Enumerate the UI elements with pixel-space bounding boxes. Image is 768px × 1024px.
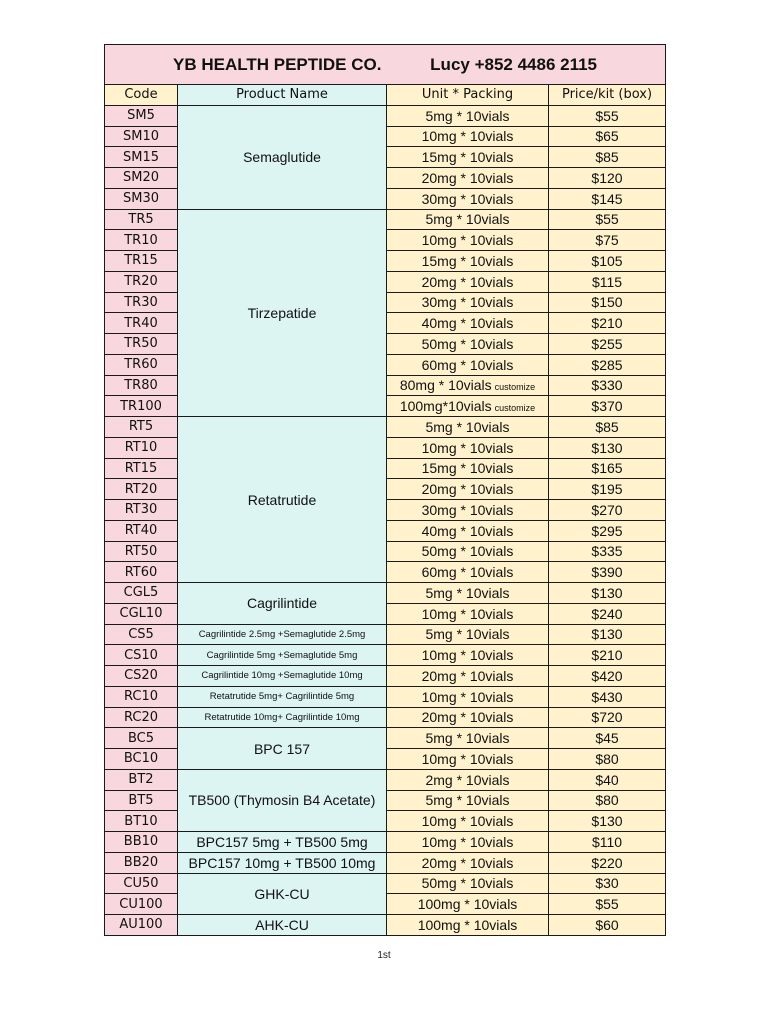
unit-packing — [387, 790, 549, 811]
unit-packing-text: 5mg * 10vials — [425, 107, 510, 124]
product-code: RC20 — [105, 707, 178, 728]
price: $420 — [549, 666, 666, 687]
table-row — [105, 417, 666, 438]
product-name: Retatrutide 10mg+ Cagrilintide 10mg — [178, 707, 387, 728]
price: $30 — [549, 873, 666, 894]
price: $210 — [549, 313, 666, 334]
product-code: BT2 — [105, 769, 178, 790]
unit-packing — [387, 396, 549, 417]
table-row — [105, 852, 666, 873]
product-code: AU100 — [105, 915, 178, 936]
column-header-price: Price/kit (box) — [549, 85, 666, 106]
unit-packing — [387, 147, 549, 168]
table-row — [105, 209, 666, 230]
unit-packing — [387, 603, 549, 624]
unit-packing — [387, 852, 549, 873]
table-row — [105, 769, 666, 790]
price: $130 — [549, 624, 666, 645]
price: $390 — [549, 562, 666, 583]
product-code: RT15 — [105, 458, 178, 479]
product-code: RC10 — [105, 686, 178, 707]
unit-packing — [387, 707, 549, 728]
product-code: BT10 — [105, 811, 178, 832]
price: $130 — [549, 811, 666, 832]
unit-packing — [387, 832, 549, 853]
unit-packing-text: 5mg * 10vials — [425, 792, 510, 809]
price: $80 — [549, 790, 666, 811]
unit-packing — [387, 251, 549, 272]
unit-packing — [387, 520, 549, 541]
price: $85 — [549, 147, 666, 168]
price: $285 — [549, 354, 666, 375]
unit-packing — [387, 375, 549, 396]
product-code: BC10 — [105, 749, 178, 770]
price: $45 — [549, 728, 666, 749]
price: $65 — [549, 126, 666, 147]
product-code: SM5 — [105, 105, 178, 126]
column-header-unit: Unit * Packing — [387, 85, 549, 106]
product-code: SM10 — [105, 126, 178, 147]
column-header-product: Product Name — [178, 85, 387, 106]
product-name: BPC157 10mg + TB500 10mg — [178, 852, 387, 873]
product-code: RT30 — [105, 500, 178, 521]
unit-packing-text: 15mg * 10vials — [421, 460, 514, 477]
unit-packing — [387, 188, 549, 209]
price: $145 — [549, 188, 666, 209]
table-row — [105, 686, 666, 707]
unit-packing — [387, 271, 549, 292]
price: $430 — [549, 686, 666, 707]
unit-packing-text: 30mg * 10vials — [421, 501, 514, 518]
unit-packing — [387, 417, 549, 438]
product-code: RT60 — [105, 562, 178, 583]
unit-packing-text: 50mg * 10vials — [421, 335, 514, 352]
unit-packing — [387, 873, 549, 894]
unit-packing — [387, 728, 549, 749]
unit-packing-text: 60mg * 10vials — [421, 564, 514, 581]
table-body — [105, 105, 666, 935]
product-code: CGL10 — [105, 603, 178, 624]
price: $330 — [549, 375, 666, 396]
product-code: CGL5 — [105, 583, 178, 604]
unit-packing — [387, 500, 549, 521]
unit-packing-text: 10mg * 10vials — [421, 688, 514, 705]
price: $75 — [549, 230, 666, 251]
unit-packing — [387, 334, 549, 355]
column-header-row — [105, 85, 666, 106]
unit-packing — [387, 666, 549, 687]
table-row — [105, 666, 666, 687]
price: $195 — [549, 479, 666, 500]
product-name: BPC 157 — [178, 728, 387, 770]
price: $80 — [549, 749, 666, 770]
title-row — [105, 45, 666, 85]
product-code: TR100 — [105, 396, 178, 417]
price: $150 — [549, 292, 666, 313]
unit-packing — [387, 126, 549, 147]
unit-packing-text: 20mg * 10vials — [421, 854, 514, 871]
unit-packing — [387, 105, 549, 126]
unit-packing — [387, 645, 549, 666]
product-code: CU50 — [105, 873, 178, 894]
unit-packing-text: 10mg * 10vials — [421, 750, 514, 767]
unit-packing — [387, 313, 549, 334]
unit-packing — [387, 209, 549, 230]
unit-packing-text: 15mg * 10vials — [421, 252, 514, 269]
table-row — [105, 728, 666, 749]
product-code: TR50 — [105, 334, 178, 355]
product-code: TR40 — [105, 313, 178, 334]
price: $85 — [549, 417, 666, 438]
product-name: BPC157 5mg + TB500 5mg — [178, 832, 387, 853]
page-number: 1st — [377, 950, 391, 961]
product-code: RT50 — [105, 541, 178, 562]
unit-packing — [387, 749, 549, 770]
price: $370 — [549, 396, 666, 417]
product-code: RT10 — [105, 437, 178, 458]
unit-packing-text: 50mg * 10vials — [421, 543, 514, 560]
unit-packing-text: 80mg * 10vials — [399, 377, 492, 394]
unit-packing-text: 5mg * 10vials — [425, 584, 510, 601]
unit-packing — [387, 168, 549, 189]
unit-packing — [387, 562, 549, 583]
unit-packing-text: 5mg * 10vials — [425, 626, 510, 643]
unit-packing-text: 10mg * 10vials — [421, 813, 514, 830]
unit-packing-text: 60mg * 10vials — [421, 356, 514, 373]
customize-note: customize — [494, 382, 536, 393]
table-row — [105, 707, 666, 728]
price: $55 — [549, 105, 666, 126]
product-code: BC5 — [105, 728, 178, 749]
unit-packing — [387, 541, 549, 562]
unit-packing — [387, 624, 549, 645]
product-code: RT40 — [105, 520, 178, 541]
title-cell — [105, 45, 666, 85]
product-code: TR15 — [105, 251, 178, 272]
price: $295 — [549, 520, 666, 541]
price: $130 — [549, 583, 666, 604]
price: $55 — [549, 209, 666, 230]
price: $220 — [549, 852, 666, 873]
product-name: GHK-CU — [178, 873, 387, 915]
unit-packing-text: 10mg * 10vials — [421, 232, 514, 249]
unit-packing — [387, 894, 549, 915]
table-row — [105, 645, 666, 666]
price: $165 — [549, 458, 666, 479]
unit-packing-text: 20mg * 10vials — [421, 709, 514, 726]
product-code: TR30 — [105, 292, 178, 313]
product-code: BB20 — [105, 852, 178, 873]
unit-packing — [387, 583, 549, 604]
product-code: CU100 — [105, 894, 178, 915]
price: $55 — [549, 894, 666, 915]
unit-packing-text: 100mg * 10vials — [417, 896, 518, 913]
price: $40 — [549, 769, 666, 790]
table-row — [105, 624, 666, 645]
product-code: CS10 — [105, 645, 178, 666]
unit-packing-text: 15mg * 10vials — [421, 149, 514, 166]
unit-packing-text: 20mg * 10vials — [421, 481, 514, 498]
product-code: TR10 — [105, 230, 178, 251]
unit-packing-text: 20mg * 10vials — [421, 273, 514, 290]
product-name: TB500 (Thymosin B4 Acetate) — [178, 769, 387, 831]
price: $210 — [549, 645, 666, 666]
unit-packing — [387, 811, 549, 832]
product-code: TR20 — [105, 271, 178, 292]
unit-packing — [387, 686, 549, 707]
table-row — [105, 915, 666, 936]
product-code: RT20 — [105, 479, 178, 500]
product-name: Semaglutide — [178, 105, 387, 209]
customize-note: customize — [494, 403, 536, 414]
unit-packing-text: 100mg*10vials — [399, 398, 492, 415]
column-header-code: Code — [105, 85, 178, 106]
unit-packing-text: 5mg * 10vials — [425, 730, 510, 747]
product-name: Retatrutide — [178, 417, 387, 583]
price: $720 — [549, 707, 666, 728]
unit-packing — [387, 769, 549, 790]
product-name: AHK-CU — [178, 915, 387, 936]
product-name: Cagrilintide — [178, 583, 387, 625]
unit-packing-text: 5mg * 10vials — [425, 211, 510, 228]
unit-packing-text: 30mg * 10vials — [421, 190, 514, 207]
unit-packing-text: 10mg * 10vials — [421, 128, 514, 145]
table-row — [105, 873, 666, 894]
company-name: YB HEALTH PEPTIDE CO. — [173, 54, 382, 74]
table-row — [105, 105, 666, 126]
unit-packing-text: 10mg * 10vials — [421, 833, 514, 850]
product-code: SM30 — [105, 188, 178, 209]
unit-packing — [387, 458, 549, 479]
unit-packing-text: 5mg * 10vials — [425, 418, 510, 435]
unit-packing — [387, 354, 549, 375]
unit-packing-text: 40mg * 10vials — [421, 522, 514, 539]
price-list-table — [104, 44, 666, 936]
price: $240 — [549, 603, 666, 624]
unit-packing-text: 30mg * 10vials — [421, 294, 514, 311]
unit-packing-text: 20mg * 10vials — [421, 667, 514, 684]
product-name: Cagrilintide 5mg +Semaglutide 5mg — [178, 645, 387, 666]
product-name: Cagrilintide 2.5mg +Semaglutide 2.5mg — [178, 624, 387, 645]
unit-packing — [387, 230, 549, 251]
unit-packing-text: 10mg * 10vials — [421, 605, 514, 622]
contact-info: Lucy +852 4486 2115 — [430, 54, 598, 74]
unit-packing-text: 50mg * 10vials — [421, 875, 514, 892]
product-code: TR60 — [105, 354, 178, 375]
unit-packing-text: 100mg * 10vials — [417, 916, 518, 933]
price: $270 — [549, 500, 666, 521]
price: $255 — [549, 334, 666, 355]
price: $60 — [549, 915, 666, 936]
price: $120 — [549, 168, 666, 189]
product-code: CS5 — [105, 624, 178, 645]
price: $130 — [549, 437, 666, 458]
table-row — [105, 832, 666, 853]
product-code: BT5 — [105, 790, 178, 811]
price: $105 — [549, 251, 666, 272]
product-code: TR5 — [105, 209, 178, 230]
unit-packing-text: 20mg * 10vials — [421, 169, 514, 186]
unit-packing-text: 40mg * 10vials — [421, 315, 514, 332]
unit-packing — [387, 292, 549, 313]
unit-packing — [387, 915, 549, 936]
product-code: SM20 — [105, 168, 178, 189]
price: $115 — [549, 271, 666, 292]
unit-packing-text: 10mg * 10vials — [421, 439, 514, 456]
unit-packing — [387, 437, 549, 458]
price: $335 — [549, 541, 666, 562]
unit-packing — [387, 479, 549, 500]
product-name: Retatrutide 5mg+ Cagrilintide 5mg — [178, 686, 387, 707]
table-row — [105, 583, 666, 604]
product-code: TR80 — [105, 375, 178, 396]
product-code: RT5 — [105, 417, 178, 438]
product-name: Tirzepatide — [178, 209, 387, 417]
unit-packing-text: 2mg * 10vials — [425, 771, 510, 788]
unit-packing-text: 10mg * 10vials — [421, 647, 514, 664]
product-code: CS20 — [105, 666, 178, 687]
product-code: BB10 — [105, 832, 178, 853]
product-name: Cagrilintide 10mg +Semaglutide 10mg — [178, 666, 387, 687]
product-code: SM15 — [105, 147, 178, 168]
price: $110 — [549, 832, 666, 853]
